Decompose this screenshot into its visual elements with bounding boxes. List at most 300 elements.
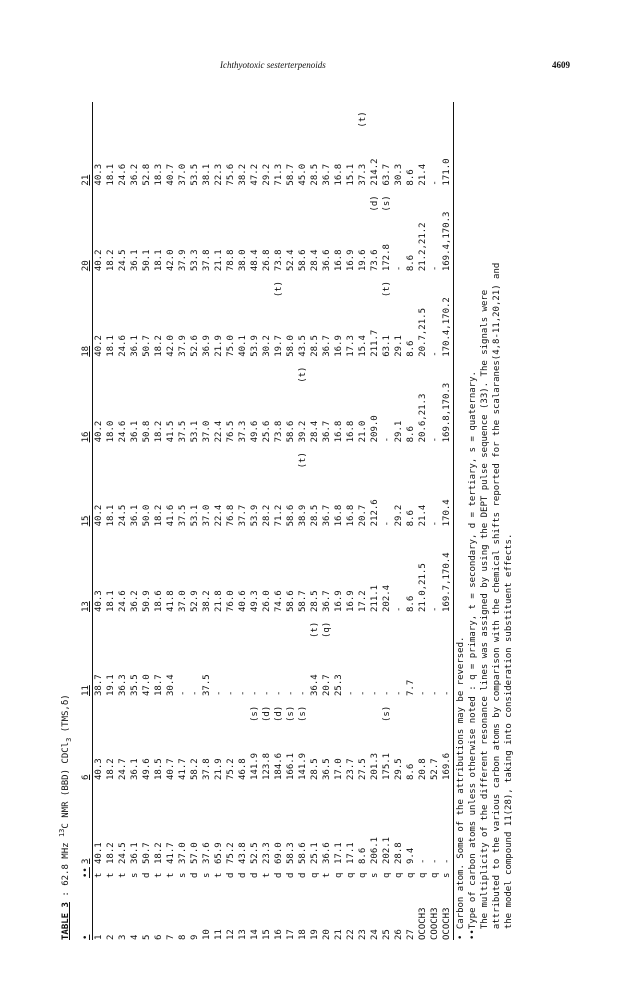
carbon-type: s xyxy=(178,872,188,878)
multiplicity-note xyxy=(357,186,369,212)
multiplicity-note xyxy=(417,186,429,212)
shift-value: 18.2 xyxy=(154,335,164,357)
multiplicity-note xyxy=(213,102,225,128)
shift-value: 28.5 xyxy=(310,758,320,780)
multiplicity-note xyxy=(429,271,441,297)
shift-value: 16.8 xyxy=(346,420,356,443)
multiplicity-note xyxy=(417,357,429,383)
shift-value: - xyxy=(262,690,272,696)
multiplicity-note xyxy=(321,780,333,806)
multiplicity-note xyxy=(285,780,297,806)
multiplicity-note xyxy=(129,526,141,552)
footnote: attributed to the various carbon atoms by comparison with the chemical shifts reported for the scalaranes(4,8-11,20,21) and xyxy=(492,262,502,940)
multiplicity-note xyxy=(441,612,454,638)
shift-value: - xyxy=(382,436,392,443)
carbon-type: q xyxy=(346,872,356,878)
shift-value: 58.6 xyxy=(298,249,308,272)
carbon-number: 11 xyxy=(214,929,224,940)
shift-value: 36.3 xyxy=(118,674,128,696)
shift-value: 37.6 xyxy=(202,842,212,864)
shift-value: - xyxy=(418,858,428,864)
shift-value: 41.7 xyxy=(166,842,176,864)
multiplicity-note xyxy=(153,780,165,806)
multiplicity-note xyxy=(141,357,153,383)
multiplicity-note xyxy=(213,612,225,638)
shift-value: 53.1 xyxy=(190,420,200,443)
multiplicity-note xyxy=(345,271,357,297)
shift-value: - xyxy=(382,520,392,527)
shift-value: - xyxy=(441,806,454,864)
multiplicity-note xyxy=(225,696,237,722)
carbon-type: q xyxy=(394,872,404,878)
multiplicity-note xyxy=(393,780,405,806)
multiplicity-note xyxy=(129,612,141,638)
multiplicity-note xyxy=(297,271,309,297)
shift-value: 18.3 xyxy=(154,163,164,186)
multiplicity-note xyxy=(189,696,201,722)
shift-value: 170.4 xyxy=(441,468,454,526)
rotated-table-block xyxy=(60,90,520,940)
carbon-number: 17 xyxy=(286,929,296,940)
shift-value: 58.3 xyxy=(286,842,296,864)
shift-value: 65.9 xyxy=(214,842,224,864)
multiplicity-note xyxy=(117,780,129,806)
multiplicity-note xyxy=(417,102,429,128)
shift-value: 21.8 xyxy=(214,590,224,612)
shift-value: 73.8 xyxy=(274,420,284,443)
shift-value: 25.6 xyxy=(262,420,272,443)
shift-value: 16.8 xyxy=(334,504,344,527)
shift-value: 40.2 xyxy=(94,420,104,443)
multiplicity-note xyxy=(393,357,405,383)
shift-value: 18.5 xyxy=(154,758,164,780)
multiplicity-note xyxy=(345,696,357,722)
shift-value: 37.0 xyxy=(178,842,188,864)
multiplicity-note: (t) xyxy=(310,621,320,638)
multiplicity-note xyxy=(261,612,273,638)
multiplicity-note xyxy=(201,357,213,383)
shift-value: 21.1 xyxy=(214,249,224,272)
multiplicity-note: (d) xyxy=(262,705,272,722)
multiplicity-note xyxy=(153,526,165,552)
shift-value: 40.2 xyxy=(94,335,104,357)
carbon-number: 9 xyxy=(190,934,200,940)
shift-value: 18.2 xyxy=(106,758,116,780)
footnote: the model compound 11(28), taking into consideration substituent effects. xyxy=(504,533,514,940)
carbon-number: 15 xyxy=(262,929,272,940)
carbon-type: d xyxy=(298,872,308,878)
carbon-type: t xyxy=(166,872,176,878)
multiplicity-note xyxy=(237,102,249,128)
shift-value: 18.2 xyxy=(154,842,164,864)
multiplicity-note xyxy=(201,102,213,128)
multiplicity-note xyxy=(261,442,273,468)
shift-value: 40.3 xyxy=(94,758,104,780)
shift-value: 172.8 xyxy=(382,244,392,272)
shift-value: 18.0 xyxy=(106,420,116,443)
shift-value: 16.9 xyxy=(334,335,344,357)
multiplicity-note xyxy=(141,612,153,638)
shift-value: 16.8 xyxy=(334,420,344,443)
multiplicity-note xyxy=(165,357,177,383)
multiplicity-note xyxy=(333,696,345,722)
shift-value: - xyxy=(430,265,440,272)
shift-value: 17.1 xyxy=(346,842,356,864)
multiplicity-note xyxy=(405,526,417,552)
shift-value: 27.5 xyxy=(358,758,368,780)
multiplicity-note xyxy=(333,442,345,468)
multiplicity-note xyxy=(201,696,213,722)
shift-value: 37.5 xyxy=(178,504,188,527)
shift-value: 24.5 xyxy=(118,842,128,864)
shift-value: 75.6 xyxy=(226,163,236,186)
carbon-type: d xyxy=(250,872,260,878)
multiplicity-note xyxy=(405,696,417,722)
shift-value: - xyxy=(370,690,380,696)
carbon-type: d xyxy=(142,872,152,878)
multiplicity-note xyxy=(93,357,106,383)
shift-value: 8.6 xyxy=(406,426,416,443)
shift-value: 37.3 xyxy=(358,163,368,186)
multiplicity-note xyxy=(129,696,141,722)
table-row xyxy=(117,102,129,940)
shift-value: 141.9 xyxy=(298,752,308,780)
shift-value: - xyxy=(274,690,284,696)
multiplicity-note xyxy=(225,186,237,212)
shift-value: 75.2 xyxy=(226,758,236,780)
shift-value: 22.3 xyxy=(214,163,224,186)
header-col-15: 15 xyxy=(80,468,93,526)
shift-value: 52.8 xyxy=(142,163,152,186)
shift-value: - xyxy=(286,690,296,696)
shift-value: 49.6 xyxy=(250,420,260,443)
carbon-type: t xyxy=(154,872,164,878)
multiplicity-note xyxy=(369,442,381,468)
carbon-type: q xyxy=(382,872,392,878)
multiplicity-note xyxy=(273,186,285,212)
caption-method: C NMR (BBD) CDCl xyxy=(61,741,71,829)
shift-value: 52.7 xyxy=(430,758,440,780)
multiplicity-note xyxy=(225,526,237,552)
shift-value: 74.6 xyxy=(274,590,284,612)
carbon-number: 8 xyxy=(178,934,188,940)
multiplicity-note xyxy=(345,780,357,806)
multiplicity-note xyxy=(213,696,225,722)
multiplicity-note xyxy=(381,357,393,383)
multiplicity-note xyxy=(189,612,201,638)
multiplicity-note xyxy=(237,357,249,383)
multiplicity-note xyxy=(201,186,213,212)
multiplicity-note xyxy=(117,102,129,128)
multiplicity-note xyxy=(309,186,321,212)
multiplicity-note xyxy=(105,780,117,806)
multiplicity-note xyxy=(441,271,454,297)
carbon-number: 26 xyxy=(394,929,404,940)
table-caption xyxy=(60,694,72,940)
multiplicity-note xyxy=(117,357,129,383)
multiplicity-note xyxy=(237,186,249,212)
multiplicity-note xyxy=(381,780,393,806)
shift-value: 16.8 xyxy=(334,163,344,186)
shift-value: 8.6 xyxy=(406,510,416,527)
carbon-type: d xyxy=(274,872,284,878)
multiplicity-note xyxy=(309,696,321,722)
multiplicity-note xyxy=(309,271,321,297)
caption-ref: (TMS,δ) xyxy=(61,694,71,738)
shift-value: 73.8 xyxy=(274,249,284,272)
carbon-number: 3 xyxy=(118,934,128,940)
header-col-6: 6 xyxy=(80,722,93,780)
shift-value: 212.6 xyxy=(370,499,380,527)
table-row xyxy=(285,102,297,940)
table-row xyxy=(321,102,333,940)
table-row xyxy=(333,102,345,940)
multiplicity-note xyxy=(105,357,117,383)
shift-value: 57.0 xyxy=(190,842,200,864)
shift-value: 23.7 xyxy=(346,758,356,780)
shift-value: 17.0 xyxy=(334,758,344,780)
shift-value: - xyxy=(430,351,440,357)
multiplicity-note xyxy=(105,442,117,468)
shift-value: 73.6 xyxy=(370,249,380,272)
shift-value: 24.6 xyxy=(118,420,128,443)
header-spacer xyxy=(80,186,93,212)
multiplicity-note: (s) xyxy=(298,705,308,722)
carbon-number: 7 xyxy=(166,934,176,940)
shift-value: 211.7 xyxy=(370,329,380,357)
multiplicity-note xyxy=(393,102,405,128)
multiplicity-note xyxy=(441,696,454,722)
shift-value: - xyxy=(430,180,440,186)
multiplicity-note xyxy=(141,186,153,212)
multiplicity-note xyxy=(321,357,333,383)
carbon-type: d xyxy=(286,872,296,878)
multiplicity-note xyxy=(369,357,381,383)
multiplicity-note xyxy=(237,271,249,297)
shift-value: 49.6 xyxy=(142,758,152,780)
header-carbon: • xyxy=(80,878,93,940)
shift-value: 47.0 xyxy=(142,674,152,696)
shift-value: 8.6 xyxy=(406,340,416,357)
shift-value: 30.2 xyxy=(262,335,272,357)
multiplicity-note xyxy=(141,780,153,806)
multiplicity-note xyxy=(213,526,225,552)
shift-value: 69.0 xyxy=(274,842,284,864)
multiplicity-note: (s) xyxy=(382,195,392,212)
multiplicity-note xyxy=(93,186,106,212)
header-spacer xyxy=(80,526,93,552)
shift-value: 24.6 xyxy=(118,163,128,186)
shift-value: 37.0 xyxy=(178,590,188,612)
multiplicity-note: (q) xyxy=(322,621,332,638)
multiplicity-note xyxy=(309,526,321,552)
shift-value: 18.2 xyxy=(154,504,164,527)
multiplicity-note xyxy=(333,102,345,128)
shift-value: 38.2 xyxy=(202,590,212,612)
multiplicity-note xyxy=(369,696,381,722)
shift-value: 36.2 xyxy=(130,163,140,186)
multiplicity-note xyxy=(261,526,273,552)
multiplicity-note xyxy=(417,612,429,638)
shift-value: 36.1 xyxy=(130,504,140,527)
multiplicity-note xyxy=(261,102,273,128)
carbon-type: s xyxy=(202,872,212,878)
shift-value: 18.1 xyxy=(106,590,116,612)
multiplicity-note xyxy=(189,526,201,552)
carbon-number: 21 xyxy=(334,929,344,940)
multiplicity-note: (s) xyxy=(286,705,296,722)
shift-value: 37.9 xyxy=(178,335,188,357)
multiplicity-note xyxy=(153,612,165,638)
carbon-type: q xyxy=(418,872,428,878)
shift-value: 43.8 xyxy=(238,842,248,864)
shift-value: - xyxy=(226,690,236,696)
table-row xyxy=(273,102,285,940)
caption-superscript: 13 xyxy=(58,828,66,838)
shift-value: 52.9 xyxy=(190,590,200,612)
multiplicity-note xyxy=(285,271,297,297)
shift-value: 24.6 xyxy=(118,590,128,612)
multiplicity-note xyxy=(165,271,177,297)
multiplicity-note xyxy=(321,696,333,722)
carbon-number: 5 xyxy=(142,934,152,940)
multiplicity-note xyxy=(273,612,285,638)
carbon-number: 18 xyxy=(298,929,308,940)
shift-value: 171.0 xyxy=(441,128,454,186)
shift-value: 17.2 xyxy=(358,590,368,612)
shift-value: 40.6 xyxy=(238,590,248,612)
header-spacer xyxy=(80,696,93,722)
multiplicity-note xyxy=(153,442,165,468)
multiplicity-note xyxy=(357,526,369,552)
multiplicity-note xyxy=(405,612,417,638)
multiplicity-note xyxy=(177,612,189,638)
shift-value: 17.3 xyxy=(346,335,356,357)
multiplicity-note xyxy=(237,612,249,638)
multiplicity-note xyxy=(93,780,106,806)
multiplicity-note xyxy=(177,780,189,806)
multiplicity-note xyxy=(285,186,297,212)
multiplicity-note xyxy=(357,442,369,468)
multiplicity-note xyxy=(417,442,429,468)
multiplicity-note xyxy=(129,780,141,806)
carbon-number: 6 xyxy=(154,934,164,940)
multiplicity-note xyxy=(201,526,213,552)
shift-value: 24.5 xyxy=(118,504,128,527)
shift-value: 58.0 xyxy=(286,335,296,357)
table-row xyxy=(369,102,381,940)
multiplicity-note xyxy=(225,780,237,806)
shift-value: 37.5 xyxy=(202,674,212,696)
multiplicity-note xyxy=(429,442,441,468)
shift-value: 75.0 xyxy=(226,335,236,357)
shift-value: 9.4 xyxy=(406,847,416,864)
header-spacer xyxy=(80,780,93,806)
shift-value: 58.6 xyxy=(286,420,296,443)
shift-value: 38.2 xyxy=(238,163,248,186)
shift-value: 202.1 xyxy=(382,836,392,864)
shift-value: 53.3 xyxy=(190,249,200,272)
carbon-type: q xyxy=(358,872,368,878)
shift-value: 40.2 xyxy=(94,504,104,527)
multiplicity-note xyxy=(285,612,297,638)
multiplicity-note xyxy=(261,357,273,383)
header-col-21: 21 xyxy=(80,128,93,186)
multiplicity-note xyxy=(117,526,129,552)
multiplicity-note xyxy=(369,612,381,638)
shift-value: - xyxy=(358,690,368,696)
multiplicity-note xyxy=(225,612,237,638)
multiplicity-note xyxy=(105,102,117,128)
multiplicity-note xyxy=(201,612,213,638)
multiplicity-note xyxy=(189,186,201,212)
multiplicity-note xyxy=(333,271,345,297)
shift-value: 37.9 xyxy=(178,249,188,272)
multiplicity-note xyxy=(189,102,201,128)
shift-value: 19.7 xyxy=(274,335,284,357)
multiplicity-note xyxy=(189,780,201,806)
shift-value: 50.0 xyxy=(142,504,152,527)
table-row xyxy=(405,102,417,940)
shift-value: 41.6 xyxy=(166,504,176,527)
multiplicity-note xyxy=(213,357,225,383)
multiplicity-note: (t) xyxy=(382,280,392,298)
shift-value: 52.6 xyxy=(190,335,200,357)
multiplicity-note xyxy=(141,102,153,128)
table-row xyxy=(141,102,153,940)
table-row xyxy=(153,102,165,940)
shift-value: 53.9 xyxy=(250,504,260,527)
shift-value: 28.4 xyxy=(310,420,320,443)
shift-value: 28.2 xyxy=(262,504,272,527)
carbon-number: 27 xyxy=(406,929,416,940)
multiplicity-note xyxy=(429,696,441,722)
shift-value: 8.6 xyxy=(406,254,416,272)
multiplicity-note: (t) xyxy=(298,452,308,469)
multiplicity-note xyxy=(261,780,273,806)
shift-value: 36.2 xyxy=(130,590,140,612)
multiplicity-note xyxy=(273,780,285,806)
table-row xyxy=(237,102,249,940)
caption-freq: : 62.8 MHz xyxy=(61,837,71,903)
shift-value: 21.9 xyxy=(214,335,224,357)
table-row xyxy=(201,102,213,940)
multiplicity-note xyxy=(213,186,225,212)
shift-value: 52.5 xyxy=(250,842,260,864)
shift-value: 8.6 xyxy=(406,763,416,780)
carbon-type: t xyxy=(106,872,116,878)
multiplicity-note xyxy=(93,102,106,128)
multiplicity-note xyxy=(333,526,345,552)
shift-value: 24.7 xyxy=(118,758,128,780)
shift-value: 36.1 xyxy=(130,249,140,272)
shift-value: 37.7 xyxy=(238,504,248,527)
multiplicity-note xyxy=(333,357,345,383)
multiplicity-note xyxy=(405,442,417,468)
multiplicity-note xyxy=(285,442,297,468)
multiplicity-note xyxy=(285,357,297,383)
shift-value: 58.7 xyxy=(298,590,308,612)
shift-value: 36.4 xyxy=(310,674,320,696)
shift-value: 37.5 xyxy=(178,420,188,443)
table-row xyxy=(129,102,141,940)
multiplicity-note xyxy=(441,442,454,468)
multiplicity-note xyxy=(357,780,369,806)
shift-value: 17.1 xyxy=(334,842,344,864)
shift-value: 24.5 xyxy=(118,249,128,272)
shift-value: 49.3 xyxy=(250,590,260,612)
shift-value: 53.5 xyxy=(190,163,200,186)
